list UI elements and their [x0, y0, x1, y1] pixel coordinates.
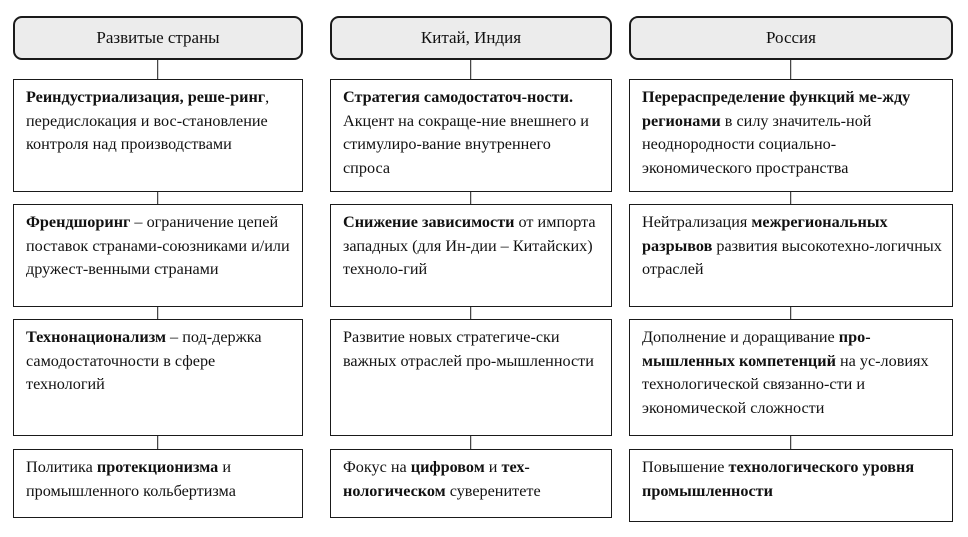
policy-box: Повышение технологического уровня промышленности: [629, 449, 953, 522]
column-russia: [629, 0, 953, 537]
policy-box: Реиндустриализация, реше-ринг, передислокация и вос-становление контроля над производствами: [13, 79, 303, 192]
policy-box: Дополнение и доращивание про-мышленных компетенций на ус-ловиях технологической связанно-сти и экономической сложности: [629, 319, 953, 436]
policy-box: Снижение зависимости от импорта западных (для Ин-дии – Китайских) техноло-гий: [330, 204, 612, 307]
connector-line: [470, 307, 471, 319]
connector-line: [790, 192, 791, 204]
column-china-india: [330, 0, 612, 537]
connector-line: [790, 60, 791, 79]
policy-box: Фокус на цифровом и тех-нологическом суверенитете: [330, 449, 612, 518]
policy-box: Политика протекционизма и промышленного кольбертизма: [13, 449, 303, 518]
connector-line: [470, 436, 471, 449]
connector-line: [470, 192, 471, 204]
policy-box: Технонационализм – под-держка самодостаточности в сфере технологий: [13, 319, 303, 436]
column-developed-countries: [13, 0, 303, 537]
connector-line: [790, 307, 791, 319]
policy-box: Френдшоринг – ограничение цепей поставок странами-союзниками и/или дружест-венными странами: [13, 204, 303, 307]
column-header: Развитые страны: [13, 16, 303, 60]
connector-line: [157, 60, 158, 79]
connector-line: [157, 436, 158, 449]
connector-line: [470, 60, 471, 79]
connector-line: [790, 436, 791, 449]
column-header: Россия: [629, 16, 953, 60]
connector-line: [157, 307, 158, 319]
connector-line: [157, 192, 158, 204]
policy-box: Перераспределение функций ме-жду регионами в силу значитель-ной неоднородности социально-экономического пространства: [629, 79, 953, 192]
policy-box: Стратегия самодостаточ-ности. Акцент на сокраще-ние внешнего и стимулиро-вание внутреннего спроса: [330, 79, 612, 192]
policy-box: Нейтрализация межрегиональных разрывов развития высокотехно-логичных отраслей: [629, 204, 953, 307]
column-header: Китай, Индия: [330, 16, 612, 60]
policy-box: Развитие новых стратегиче-ски важных отраслей про-мышленности: [330, 319, 612, 436]
